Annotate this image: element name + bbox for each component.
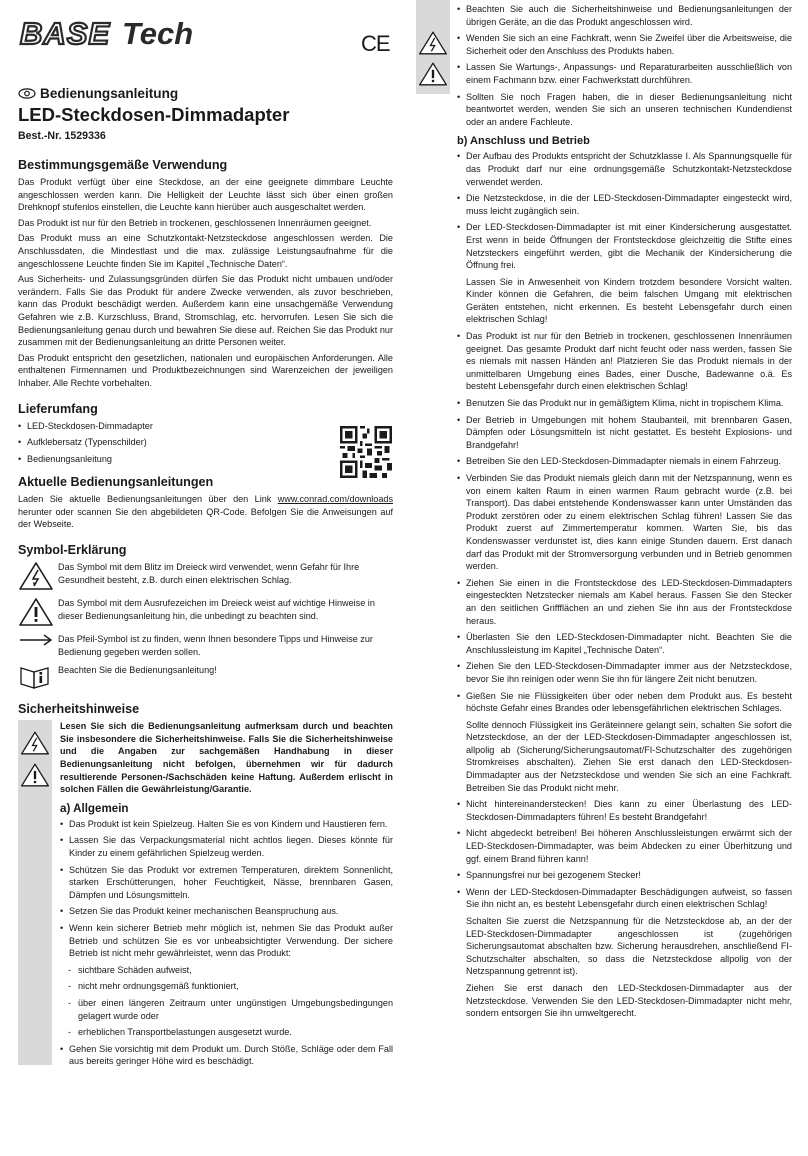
list-item: • Ziehen Sie den LED-Steckdosen-Dimmadapter immer aus der Netzsteckdose, bevor Sie ihn reinigen oder wenn Sie ihn für längere Zeit nicht benutzen. [457,660,792,685]
list-item: • Betreiben Sie den LED-Steckdosen-Dimmadapter niemals in einem Fahrzeug. [457,455,792,468]
anschluss-list-3 [457,798,792,911]
list-item: • Ziehen Sie einen in die Frontsteckdose des LED-Steckdosen-Dimmadapters eingesteckten Netzstecker niemals am Kabel heraus. Fassen Sie den Stecker an den seitlichen Griffflächen an und ziehen Sie ihn aus der Frontsteckdose heraus. [457,577,792,627]
warning-sidebar [18,720,52,1065]
sicherheit-intro: Lesen Sie sich die Bedienungsanleitung aufmerksam durch und beachten Sie insbesondere die Sicherheitshinweise. Falls Sie die Sicherheitshinweise und die Angaben zur sachgemäßen Handhabung in dieser Bedienungsanleitung nicht befolgen, übernehmen wir für dadurch resultierende Personen-/Sachschäden keine Haftung. Außerdem erlischt in solchen Fällen die Gewährleistung/Garantie. [60,721,393,795]
symbol-exclamation-text: Das Symbol mit dem Ausrufezeichen im Dreieck weist auf wichtige Hinweise in dieser Bedienungsanleitung hin, die unbedingt zu beachten sind. [58,598,375,621]
list-item: • Aufklebersatz (Typenschilder) [18,436,393,449]
anschluss-list-2 [457,330,792,715]
list-item: • Schützen Sie das Produkt vor extremen Temperaturen, direktem Sonnenlicht, starken Erschütterungen, hoher Feuchtigkeit, Nässe, brennbaren Gasen, Dämpfen und Lösungsmitteln. [60,864,393,902]
ce-mark: CE [361,31,390,56]
list-item: • Die Netzsteckdose, in die der LED-Steckdosen-Dimmadapter eingesteckt wird, muss leicht zugänglich sein. [457,192,792,217]
bestimmung-p2: Das Produkt ist nur für den Betrieb in trockenen, geschlossenen Innenräumen geeignet. [18,217,372,228]
list-item: • Gießen Sie nie Flüssigkeiten über oder neben dem Produkt aus. Es besteht höchste Gefahr eines Brandes oder lebensgefährlichen elektrischen Schlages. [457,690,792,715]
list-item: - erheblichen Transportbelastungen ausgesetzt wurde. [60,1026,393,1039]
allgemein-list [60,818,393,960]
list-item: • Verbinden Sie das Produkt niemals gleich dann mit der Netzspannung, wenn es von einem kalten Raum in einen warmen Raum gebracht wurde (z.B. bei Transport). Das dabei entstehende Kondenswasser kann unter Umständen das Produkt zerstören oder zu einem elektrischen Schlag führen! Lassen Sie das Produkt zuerst auf Zimmertemperatur kommen. Warten Sie, bis das Kondenswasser verdunstet ist, dies kann einige Stunden dauern. Erst danach darf das Produkt mit der Stromversorgung verbunden und in Betrieb genommen werden. [457,472,792,573]
list-item: • Bedienungsanleitung [18,453,393,466]
list-item: • Setzen Sie das Produkt keiner mechanischen Beanspruchung aus. [60,905,393,918]
right-column [457,3,792,1024]
arrow-right-icon [18,633,54,647]
list-item: • Lassen Sie das Verpackungsmaterial nicht achtlos liegen. Dieses könnte für Kinder zu einem gefährlichen Spielzeug werden. [60,834,393,859]
order-number: Best.-Nr. 1529336 [18,130,106,142]
section-title-bestimmung: Bestimmungsgemäße Verwendung [18,158,228,172]
list-item: • LED-Steckdosen-Dimmadapter [18,420,393,433]
anschluss-sub-p: Schalten Sie zuerst die Netzspannung für die Netzsteckdose ab, an der der LED-Steckdosen-Dimmadapter angeschlossen ist (zugehörigen Sicherungsautomat abschalten bzw. Sicherung herausdrehen, anschließend FI-Schutzschalter abschalten, so dass die Netzsteckdose allpolig von der Netzspannung getrennt ist). [466,916,792,977]
list-item: • Sollten Sie noch Fragen haben, die in dieser Bedienungsanleitung nicht beantwortet werden, wenden Sie sich an unseren technischen Kundendienst oder an andere Fachleute. [457,91,792,129]
list-item: • Benutzen Sie das Produkt nur in gemäßigtem Klima, nicht in tropischem Klima. [457,397,792,410]
list-item: • Wenn der LED-Steckdosen-Dimmadapter Beschädigungen aufweist, so fassen Sie ihn nicht an, es besteht Lebensgefahr durch einen elektrischen Schlag! [457,886,792,911]
allgemein-title: a) Allgemein [60,801,129,815]
left-column [18,158,393,1072]
warning-sidebar-right [416,0,450,94]
lightning-warning-icon [18,561,54,591]
list-item: • Nicht hintereinanderstecken! Dies kann zu einer Überlastung des LED-Steckdosen-Dimmadapters führen! Es besteht Brandgefahr! [457,798,792,823]
svg-text:Tech: Tech [122,16,194,50]
list-item: • Nicht abgedeckt betreiben! Bei höheren Anschlussleistungen erwärmt sich der LED-Steckdosen-Dimmadapter, was beim Abdecken zu einer Überhitzung und ggf. einem Brand führen kann! [457,827,792,865]
list-item: • Wenden Sie sich an eine Fachkraft, wenn Sie Zweifel über die Arbeitsweise, die Sicherheit oder den Anschluss des Produkts haben. [457,32,792,57]
section-title-aktuelle: Aktuelle Bedienungsanleitungen [18,475,214,490]
allgemein-list-tail [60,1043,393,1068]
qr-code-icon[interactable] [340,426,392,478]
symbol-row-manual [18,664,393,690]
section-title-symbol: Symbol-Erklärung [18,543,127,558]
product-title: LED-Steckdosen-Dimmadapter [18,104,290,125]
symbol-manual-text: Beachten Sie die Bedienungsanleitung! [58,665,217,676]
dash-list [60,964,393,1039]
anschluss-list [457,150,792,271]
doc-type-heading [18,86,178,101]
lightning-warning-icon [20,730,50,756]
section-title-lieferumfang: Lieferumfang [18,401,98,416]
eye-icon [18,88,36,99]
list-item: • Überlasten Sie den LED-Steckdosen-Dimmadapter nicht. Beachten Sie die Anschlussleistung im Kapitel „Technische Daten“. [457,631,792,656]
list-item: • Wenn kein sicherer Betrieb mehr möglich ist, nehmen Sie das Produkt außer Betrieb und schützen Sie es vor unbeabsichtigter Verwendung. Der sichere Betrieb ist nicht mehr gewährleistet, wenn das Produkt: [60,922,393,960]
list-item: - nicht mehr ordnungsgemäß funktioniert, [60,980,393,993]
exclamation-warning-icon [18,597,54,627]
top-list [457,3,792,128]
list-item: • Gehen Sie vorsichtig mit dem Produkt um. Durch Stöße, Schläge oder dem Fall aus bereits geringer Höhe wird es beschädigt. [60,1043,393,1068]
exclamation-warning-icon [418,61,448,87]
anschluss-sub-p: Ziehen Sie erst danach den LED-Steckdosen-Dimmadapter aus der Netzsteckdose. Verwenden Sie den LED-Steckdosen-Dimmadapter nicht mehr, sondern entsorgen Sie ihn umweltgerecht. [466,982,792,1019]
symbol-row-exclamation [18,597,393,627]
list-item: - sichtbare Schäden aufweist, [60,964,393,977]
svg-text:BASE: BASE [20,16,111,50]
list-item: • Der LED-Steckdosen-Dimmadapter ist mit einer Kindersicherung ausgestattet. Erst wenn in beide Öffnungen der Frontsteckdose gleichzeitig die Stifte eines Netzsteckers eingeführt werden, gibt die Mechanik der Kindersicherung die Öffnung frei. [457,221,792,271]
list-item: • Spannungsfrei nur bei gezogenem Stecker! [457,869,792,882]
anschluss-sub-p: Sollte dennoch Flüssigkeit ins Geräteinnere gelangt sein, schalten Sie sofort die Netzsteckdose, an der der LED-Steckdosen-Dimmadapter angeschlossen ist, allpolig ab (Sicherung/Sicherungsautomat/FI-Schutzschalter des zugehörigen Stromkreises abschalten). Ziehen Sie erst danach den LED-Steckdosen-Dimmadapter aus der Netzsteckdose und wenden Sie sich an eine Fachkraft. Betreiben Sie das Produkt nicht mehr. [466,719,792,793]
sicherheit-block [18,720,393,1068]
anschluss-sub-p: Lassen Sie in Anwesenheit von Kindern trotzdem besondere Vorsicht walten. Kinder können die Gefahren, die beim falschen Umgang mit elektrischen Geräten entstehen, nicht erkennen. Es besteht Lebensgefahr durch einen elektrischen Schlag! [466,276,792,325]
download-link[interactable]: www.conrad.com/downloads [277,494,393,505]
symbol-row-lightning [18,561,393,591]
list-item: • Beachten Sie auch die Sicherheitshinweise und Bedienungsanleitungen der übrigen Geräte, an die das Produkt angeschlossen wird. [457,3,792,28]
basetech-logo-icon [18,16,244,50]
list-item: - über einen längeren Zeitraum unter ungünstigen Umgebungsbedingungen gelagert wurde oder [60,997,393,1022]
anschluss-title: b) Anschluss und Betrieb [457,135,590,148]
list-item: • Das Produkt ist nur für den Betrieb in trockenen, geschlossenen Innenräumen geeignet. Das gesamte Produkt darf nicht feucht oder nass werden, fassen Sie es niemals mit nassen Händen an! Platzieren Sie das Produkt niemals in der unmittelbaren Umgebung eines Bades, einer Dusche, Badewanne o.ä. Es besteht Lebensgefahr durch einen elektrischen Schlag! [457,330,792,393]
aktuelle-text: Laden Sie aktuelle Bedienungsanleitungen über den Link www.conrad.com/downloads herunter oder scannen Sie den abgebildeten QR-Code. Befolgen Sie die Anweisungen auf der Webseite. [18,494,393,530]
bestimmung-p3: Das Produkt muss an eine Schutzkontakt-Netzsteckdose angeschlossen werden. Die Anschlussdaten, die Mindestlast und die max. zulässige Leistungsaufnahme für die angeschlossene Leuchte finden Sie im Kapitel „Technische Daten“. [18,233,393,269]
symbol-row-arrow [18,633,393,658]
section-title-sicherheit: Sicherheitshinweise [18,702,140,717]
list-item: • Der Betrieb in Umgebungen mit hohem Staubanteil, mit brennbaren Gasen, Dämpfen oder Lösungsmitteln ist nicht gestattet. Es besteht Explosions- und Brandgefahr! [457,414,792,452]
bestimmung-p5: Das Produkt entspricht den gesetzlichen, nationalen und europäischen Anforderungen. Alle enthaltenen Firmennamen und Produktbezeichnungen sind Warenzeichen der jeweiligen Inhaber. Alle Rechte vorbehalten. [18,352,393,388]
bestimmung-p4: Aus Sicherheits- und Zulassungsgründen dürfen Sie das Produkt nicht umbauen und/oder verändern. Falls Sie das Produkt für andere Zwecke verwenden, als zuvor beschrieben, kann das Produkt beschädigt werden. Außerdem kann eine unsachgemäße Verwendung Gefahren wie z.B. Kurzschluss, Brand, Stromschlag, etc. hervorrufen. Lesen Sie sich die Bedienungsanleitung genau durch und bewahren Sie diese auf. Reichen Sie das Produkt nur zusammen mit der Bedienungsanleitung an dritte Personen weiter. [18,274,393,348]
list-item: • Der Aufbau des Produkts entspricht der Schutzklasse I. Als Spannungsquelle für das Produkt darf nur eine ordnungsgemäße Schutzkontakt-Netzsteckdose verwendet werden. [457,150,792,188]
list-item: • Das Produkt ist kein Spielzeug. Halten Sie es von Kindern und Haustieren fern. [60,818,393,831]
symbol-arrow-text: Das Pfeil-Symbol ist zu finden, wenn Ihnen besondere Tipps und Hinweise zur Bedienung gegeben werden sollen. [58,634,373,657]
lightning-warning-icon [418,30,448,56]
manual-book-icon [18,664,54,690]
symbol-lightning-text: Das Symbol mit dem Blitz im Dreieck wird verwendet, wenn Gefahr für Ihre Gesundheit besteht, z.B. durch einen elektrischen Schlag. [58,562,360,585]
doc-type-label: Bedienungsanleitung [40,86,179,101]
list-item: • Lassen Sie Wartungs-, Anpassungs- und Reparaturarbeiten ausschließlich von einem Fachmann bzw. einer Fachwerkstatt durchführen. [457,61,792,86]
exclamation-warning-icon [20,762,50,788]
bestimmung-p1: Das Produkt verfügt über eine Steckdose, an der eine geeignete dimmbare Leuchte angeschlossen werden kann. Die Helligkeit der Leuchte lässt sich über einen großen Drehknopf stufenlos einstellen, die Leuchte kann hierüber auch ausgeschaltet werden. [18,177,393,213]
lieferumfang-list [18,420,393,466]
